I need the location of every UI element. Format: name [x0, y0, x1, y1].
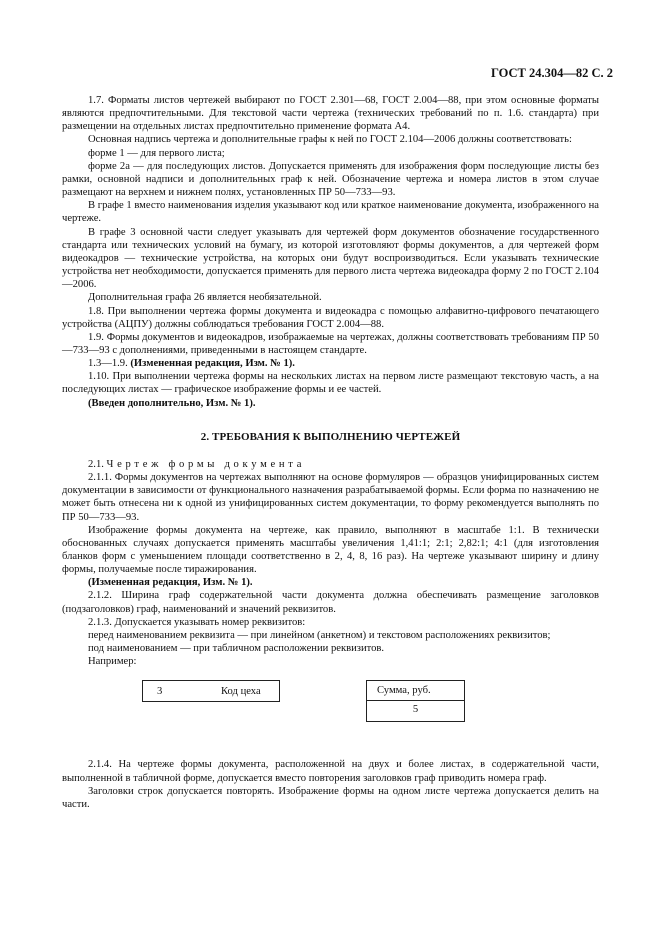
paragraph-column-3: В графе 3 основной части следует указывать для чертежей форм документов обозначение государственного стандарта или технических условий на бумагу, из которой изготовляют формы документов, а для чертежей форм видеокадров — технические устройства, на которых они будут воспроизводиться. Если указывать технические устройства нет необходимости, допускается применять для первого листа чертежа видеокадра форму 2 по ГОСТ 2.104—2006.: [62, 226, 599, 291]
subsection-title: Чертеж формы документа: [106, 458, 306, 470]
note-1-3-1-9: [62, 357, 599, 370]
subsection-number: 2.1.: [88, 458, 104, 470]
paragraph-before-name: перед наименованием реквизита — при линейном (анкетном) и текстовом расположениях реквизитов;: [88, 629, 551, 641]
paragraph-1-9: 1.9. Формы документов и видеокадров, изображаемые на чертежах, должны соответствовать требованиям ПР 50—733—93 с дополнениями, приведенными в настоящем стандарте.: [62, 331, 599, 356]
section-title: 2. ТРЕБОВАНИЯ К ВЫПОЛНЕНИЮ ЧЕРТЕЖЕЙ: [200, 430, 461, 443]
example-right-number: 5: [412, 704, 419, 716]
document-body: [62, 94, 599, 811]
standard-header: ГОСТ 24.304—82 С. 2: [490, 66, 613, 80]
paragraph-1-7: 1.7. Форматы листов чертежей выбирают по ГОСТ 2.301—68, ГОСТ 2.004—88, при этом основные форматы являются предпочтительными. Для текстовой части чертежа (технических требований по п. 1.6. стандарта) при размещении на отдельных листах предпочтительно применение формата А4.: [62, 95, 599, 133]
paragraph-2-1-1: 2.1.1. Формы документов на чертежах выполняют на основе формуляров — образцов унифицированных систем документации в зависимости от функционального назначения разрабатываемой формы. Если форма по назначению не может быть отнесена ни к одной из унифицированных систем документации, то форму рекомендуется выполнять по ПР 50—733—93.: [62, 472, 599, 523]
paragraph-1-10: 1.10. При выполнении чертежа формы на нескольких листах на первом листе размещают текстовую часть, а на последующих листах — графическое изображение формы и ее частей.: [62, 371, 599, 396]
note-1-10: (Введен дополнительно, Изм. № 1).: [88, 397, 256, 409]
paragraph-example: Например:: [88, 656, 137, 668]
example-table-field: [366, 680, 465, 722]
paragraph-2-1-4: 2.1.4. На чертеже формы документа, расположенной на двух и более листах, в содержательной части, выполненной в табличной форме, допускается вместо повторения заголовков граф приводить номера граф.: [62, 759, 599, 784]
paragraph-form-1: форме 1 — для первого листа;: [88, 147, 225, 159]
example-figures: [62, 676, 599, 742]
paragraph-title-block: Основная надпись чертежа и дополнительные графы к ней по ГОСТ 2.104—2006 должны соответствовать:: [88, 134, 572, 146]
note-prefix: 1.3—1.9.: [88, 358, 128, 370]
subsection-heading: [62, 458, 599, 471]
paragraph-1-8: 1.8. При выполнении чертежа формы документа и видеокадра с помощью алфавитно-цифрового печатающего устройства (АЦПУ) должны соблюдаться требования ГОСТ 2.004—88.: [62, 305, 599, 330]
note-2-1-1: (Измененная редакция, Изм. № 1).: [88, 577, 253, 589]
paragraph-2-1-2: 2.1.2. Ширина граф содержательной части документа должна обеспечивать размещение заголовков (подзаголовков) граф, наименований и значений реквизитов.: [62, 590, 599, 615]
paragraph-row-headers: Заголовки строк допускается повторять. Изображение формы на одном листе чертежа допускается делить на части.: [62, 785, 599, 810]
paragraph-column-1: В графе 1 вместо наименования изделия указывают код или краткое наименование документа, изображенного на чертеже.: [62, 200, 599, 225]
example-left-label: Код цеха: [221, 686, 261, 698]
example-left-number: 3: [157, 686, 163, 698]
paragraph-column-26: Дополнительная графа 26 является необязательной.: [88, 292, 322, 304]
paragraph-scale: Изображение формы документа на чертеже, как правило, выполняют в масштабе 1:1. В технически обоснованных случаях допускается применять масштабы увеличения 1,41:1; 2:1; 2,82:1; 4:1 (для изготовления бланков форм с уменьшением площади соответственно в 2, 4, 8, 16 раз). На чертеже указывают ширину и длину формы, получаемые после тиражирования.: [62, 524, 599, 576]
example-right-label: Сумма, руб.: [367, 681, 464, 701]
paragraph-2-1-3: 2.1.3. Допускается указывать номер реквизитов:: [88, 616, 306, 628]
example-linear-field: [142, 680, 280, 702]
note-bold: (Измененная редакция, Изм. № 1).: [130, 358, 295, 370]
paragraph-under-name: под наименованием — при табличном расположении реквизитов.: [88, 643, 385, 655]
paragraph-form-2a: форме 2а — для последующих листов. Допускается применять для изображения форм последующие листы без рамки, основной надписи и дополнительных граф к ней. Обозначение чертежа и номера листов в этом случае размещают на верхнем и нижнем полях, установленных ПР 50—733—93.: [62, 160, 599, 199]
